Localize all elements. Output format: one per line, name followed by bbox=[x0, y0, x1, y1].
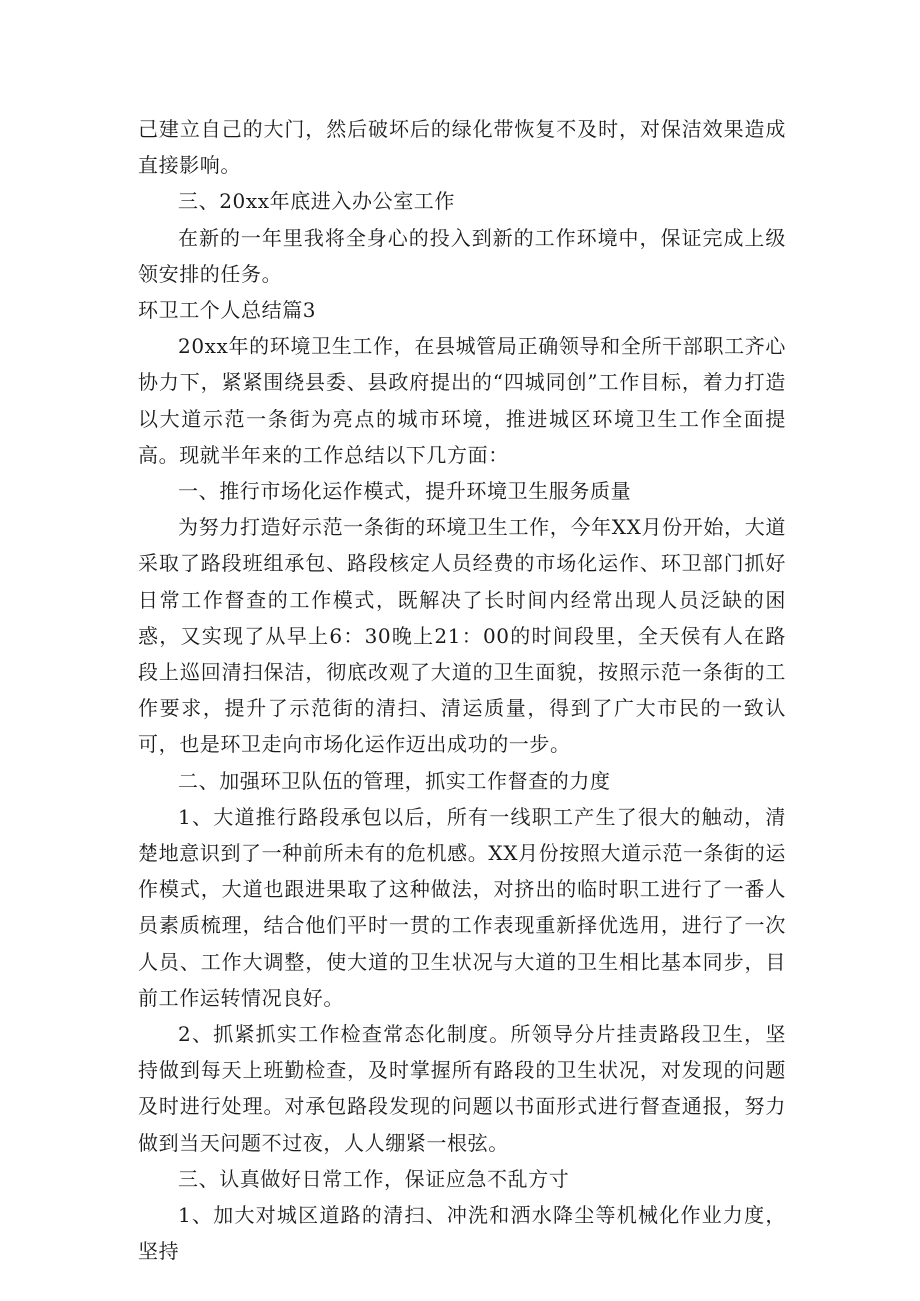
paragraph: 为努力打造好示范一条街的环境卫生工作，今年XX月份开始，大道采取了路段班组承包、路段核定人员经费的市场化运作、环卫部门抓好日常工作督查的工作模式，既解决了长时间内经常出现人员泛缺的困惑，又实现了从早上6：30晚上21：00的时间段里，全天侯有人在路段上巡回清扫保洁，彻底改观了大道的卫生面貌，按照示范一条街的工作要求，提升了示范街的清扫、清运质量，得到了广大市民的一致认可，也是环卫走向市场化运作迈出成功的一步。 bbox=[138, 515, 786, 757]
section-heading: 三、认真做好日常工作，保证应急不乱方寸 bbox=[178, 1166, 570, 1191]
paragraph: 1、加大对城区道路的清扫、冲洗和洒水降尘等机械化作业力度，坚持 bbox=[138, 1203, 786, 1264]
section-heading: 二、加强环卫队伍的管理，抓实工作督查的力度 bbox=[178, 768, 611, 793]
paragraph: 在新的一年里我将全身心的投入到新的工作环境中，保证完成上级领安排的任务。 bbox=[138, 225, 786, 286]
paragraph: 己建立自己的大门，然后破坏后的绿化带恢复不及时，对保洁效果造成直接影响。 bbox=[138, 117, 786, 178]
paragraph: 20xx年的环境卫生工作，在县城管局正确领导和全所干部职工齐心协力下，紧紧围绕县委、县政府提出的“四城同创”工作目标，着力打造以大道示范一条街为亮点的城市环境，推进城区环境卫生工作全面提高。现就半年来的工作总结以下几方面： bbox=[138, 334, 786, 467]
paragraph: 1、大道推行路段承包以后，所有一线职工产生了很大的触动，清楚地意识到了一种前所未有的危机感。XX月份按照大道示范一条街的运作模式，大道也跟进果取了这种做法，对挤出的临时职工进行了一番人员素质梳理，结合他们平时一贯的工作表现重新择优选用，进行了一次人员、工作大调整，使大道的卫生状况与大道的卫生相比基本同步，目前工作运转情况良好。 bbox=[138, 804, 786, 1010]
section-heading: 三、20xx年底进入办公室工作 bbox=[178, 189, 456, 214]
document-body bbox=[138, 111, 786, 1270]
article-title: 环卫工个人总结篇3 bbox=[138, 298, 317, 323]
section-heading: 一、推行市场化运作模式，提升环境卫生服务质量 bbox=[178, 479, 632, 504]
paragraph: 2、抓紧抓实工作检查常态化制度。所领导分片挂责路段卫生，坚持做到每天上班勤检查，及时掌握所有路段的卫生状况，对发现的问题及时进行处理。对承包路段发现的问题以书面形式进行督查通报，努力做到当天问题不过夜，人人绷紧一根弦。 bbox=[138, 1022, 786, 1155]
